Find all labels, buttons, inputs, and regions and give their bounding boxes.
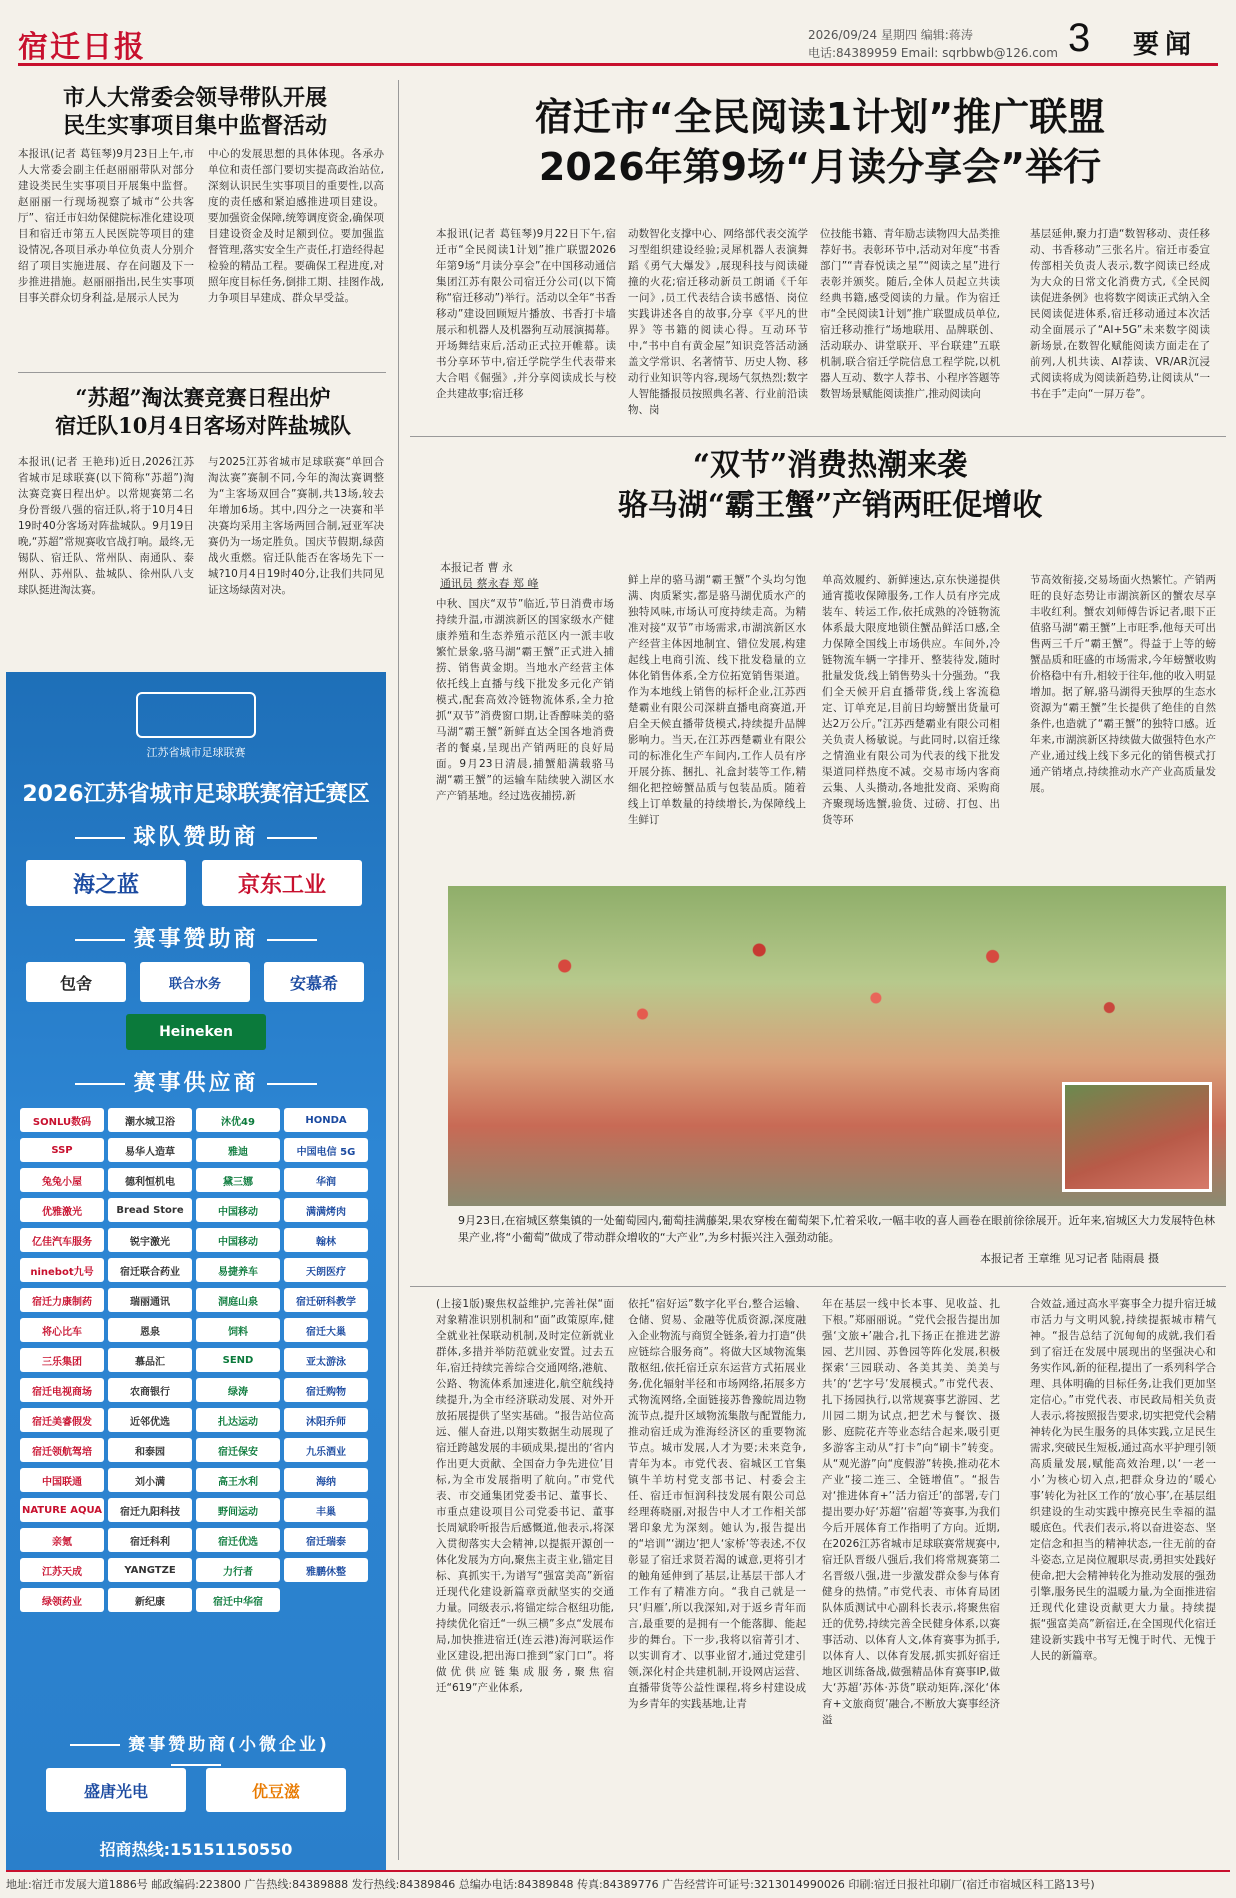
sponsor-logo: 安慕希 — [264, 962, 364, 1002]
supplier-logo: 饲料 — [196, 1318, 280, 1342]
supplier-logo: 海纳 — [284, 1468, 368, 1492]
supplier-logo: 宿迁瑞泰 — [284, 1528, 368, 1552]
sponsor-logo: 包舍 — [26, 962, 126, 1002]
story4-column-4: 节高效衔接,交易场面火热繁忙。产销两旺的良好态势让市湖滨新区的蟹农尽享丰收红利。蟹农刘师傅告诉记者,眼下正值骆马湖“霸王蟹”上市旺季,他每天可出售两三千斤“霸王蟹”。得益于上等的螃蟹品质和旺盛的市场需求,今年螃蟹收购价格稳中有升,相较于往年,他的收入明显增加。据了解,骆马湖得天独厚的生态水资源为“霸王蟹”生长提供了绝佳的自然条件,也造就了“霸王蟹”的独特口感。近年来,市湖滨新区持续做大做强特色水产产业,通过线上线下多元化的销售模式打通产销堵点,持续推动水产产业高质量发展。 — [1030, 574, 1216, 794]
supplier-logo: 天朗医疗 — [284, 1258, 368, 1282]
column-divider — [398, 80, 399, 1860]
supplier-logo: 亚太游泳 — [284, 1348, 368, 1372]
divider — [18, 372, 386, 373]
story3-headline: 宿迁市“全民阅读1计划”推广联盟 2026年第9场“月读分享会”举行 — [534, 95, 1106, 189]
photo-inset — [1062, 1082, 1212, 1192]
supplier-logo: 刘小满 — [108, 1468, 192, 1492]
story5-column-2: 依托“宿好运”数字化平台,整合运输、仓储、贸易、金融等优质资源,深度融入企业物流与商贸全链条,着力打造“供应链综合服务商”。将做大区域物流集散枢纽,依托宿迁京东运营方式拓展业务,优化辐射半径和市场网络,拓展多方式物流网络,全面链接苏鲁豫皖周边物流节点,提升区域物流集散与配置能力,推动宿迁成为淮海经济区的重要物流节点。城市发展,人才为要;未来竞争,青年为本。市党代表、宿城区工官集镇牛羊坊村党支部书记、村委会主任、宿迁市恒润科技发展有限公司总经理蒋晓丽,对报告中人才工作相关部署印象尤为深刻。她认为,报告提出的“培训”‘湖边’把人‘家桥’等表述,不仅彰显了宿迁求贤若渴的诚意,更将引才的触角延伸到了基层,让基层干部人才工作有了精准方向。“我自己就是一只‘归雁’,所以我深知,对于返乡青年而言,最重要的是拥有一个能落脚、能起步的舞台。下一步,我将以宿菁引才、以实训育才、以事业留才,通过党建引领,深化村企共建机制,开设网店运营、直播带货等公益性课程,将乡村建设成为乡青年的实践基地,让青 — [628, 1298, 806, 1710]
sponsor-logo: Heineken — [126, 1014, 266, 1050]
supplier-logo: 瑞丽通讯 — [108, 1288, 192, 1312]
grape-vineyard-photo — [448, 886, 1226, 1206]
story5-column-3: 年在基层一线中长本事、见收益、扎下根。”郑丽丽说。“党代会报告提出加强‘文旅+’融合,扎下扬正在推进艺游园、艺川园、苏鲁园等阵化发展,积极探索‘三园联动、各美其美、美美与共’的‘艺字号’发展模式。”市党代表、扎下扬园执行,以常规赛事艺游园、艺川园二期为试点,把艺术与餐饮、摄影、庭院花卉等业态结合起来,吸引更多游客主动从“打卡”向“刷卡”转变。从“观光游”向“度假游”转换,推动花木产业“接二连三、全链增值”。“报告对‘推进体育+’‘活力宿迁’的部署,专门提出要办好‘苏超’‘宿超’等赛事,为我们今后开展体育工作指明了方向。近期,在2026江苏省城市足球联赛常规赛中,宿迁队晋级八强后,我们将常规赛第二名晋级八强,进一步激发群众参与体育健身的热情。”市党代表、市体育局团队体质测试中心副科长表示,将聚焦宿迁的优势,持续完善全民健身体系,以赛事活动、以体育人文,体育赛事为抓手,以体育人、以体育发展,抓实抓好宿迁地区训练备战,做强精品体育赛事IP,做大‘苏超’苏体·苏货”联动矩阵,深化‘体育+文旅商贸’融合,不断放大赛事经济溢 — [822, 1298, 1000, 1726]
supplier-logo: 宿迁购物 — [284, 1378, 368, 1402]
team-sponsors-heading: 球队赞助商 — [36, 820, 356, 851]
supplier-logo: ninebot九号 — [20, 1258, 104, 1282]
story1-headline: 市人大常委会领导带队开展 民生实事项目集中监督活动 — [62, 85, 327, 139]
supplier-logo: 力行者 — [196, 1558, 280, 1582]
story3-column-4: 基层延伸,聚力打造“数智移动、责任移动、书香移动”三张名片。宿迁市委宣传部相关负责人表示,数字阅读已经成为大众的日常文化消费方式,《全民阅读促进条例》也将数字阅读正式纳入全民阅读促进体系,宿迁移动通过本次活动全面展示了“AI+5G”未来数字阅读新场景,在数智化赋能阅读方面走在了前列,人机共读、AI荐读、VR/AR沉浸式阅读将成为阅读新趋势,让阅读从“一书在手”走向“一屏万卷”。 — [1030, 228, 1210, 400]
supplier-logo: 九乐酒业 — [284, 1438, 368, 1462]
divider — [410, 1286, 1226, 1287]
story4-byline: 本报记者 曹 永 通讯员 蔡永春 郑 峰 — [440, 561, 539, 590]
sponsorship-hotline: 招商热线:15151150550 — [99, 1840, 293, 1859]
football-league-logo — [136, 692, 256, 738]
photo-credit: 本报记者 王章维 见习记者 陆雨晨 摄 — [980, 1252, 1159, 1265]
story2-column-1: 本报讯(记者 王艳玮)近日,2026江苏省城市足球联赛(以下简称“苏超”)淘汰赛竞赛日程出炉。以常规赛第二名身份晋级八强的宿迁队,将于10月4日19时40分客场对阵盐城队。9月19日晚,“苏超”常规赛收官战打响。最终,无锡队、宿迁队、常州队、南通队、泰州队、苏州队、盐城队、徐州队八支球队挺进淘汰赛。 — [18, 456, 194, 596]
supplier-logo: 宿迁优选 — [196, 1528, 280, 1552]
supplier-logo: 宿迁九阳科技 — [108, 1498, 192, 1522]
supplier-logo: SSP — [20, 1138, 104, 1162]
supplier-logo: 扎达运动 — [196, 1408, 280, 1432]
supplier-logo: 丰巢 — [284, 1498, 368, 1522]
story1-column-1: 本报讯(记者 葛钰琴)9月23日上午,市人大常委会副主任赵丽丽带队对部分建设类民生实事项目开展集中监督。赵丽丽一行现场视察了城市“公共客厅”、宿迁市妇幼保健院标准化建设项目和宿迁市第五人民医院等项目的建设情况,各项目承办单位负责人分别介绍了项目实施进展、存在问题及下一步推进措施。赵丽丽指出,民生实事项目事关群众切身利益,是展示人民为 — [18, 148, 194, 304]
league-name: 江苏省城市足球联赛 — [146, 746, 246, 759]
sponsor-ad-panel — [6, 672, 386, 1870]
divider — [410, 436, 1226, 437]
supplier-logo: 中国联通 — [20, 1468, 104, 1492]
supplier-logo: 锐宇激光 — [108, 1228, 192, 1252]
supplier-logo: 宿迁联合药业 — [108, 1258, 192, 1282]
supplier-logo: 将心比车 — [20, 1318, 104, 1342]
small-sponsors-heading: 赛事赞助商(小微企业) — [36, 1730, 356, 1775]
supplier-logo: 宿迁中华宿 — [196, 1588, 280, 1612]
supplier-logo: 高王水利 — [196, 1468, 280, 1492]
supplier-logo: 宿迁研科教学 — [284, 1288, 368, 1312]
story5-column-1: (上接1版)聚焦权益维护,完善社保“面对象精准识别机制和“面”政策原库,健全就业社保联动机制,及时定位新就业群体,多措并举防范就业安置。过去五年,宿迁持续完善综合交通网络,港航、公路、物流体系加速进化,航空航线持续提升,为全市经济联动发展、对外开放拓展提供了坚实基础。“报告站位高远、催人奋进,以翔实数据生动展现了宿迁跨越发展的丰硕成果,提出的‘省内作出更大贡献、全国奋力争先进位’目标,为全市发展指明了航向。”市党代表、市交通集团党委书记、董事长、市重点建设项目公司党委书记、董事长周斌聆听报告后感慨道,他表示,将深入贯彻落实大会精神,以提振开源创一体化发展为方向,聚焦主责主业,锚定目标、真抓实干,为谱写“强富美高”新宿迁现代化建设新篇章贡献坚实的交通力量。同级表示,将锚定综合枢纽功能,持续优化宿迁“一纵三横”多点“发展布局,加快推进宿迁(连云港)海河联运作业区建设,把出海口推到“家门口”。将做优供应链集成服务,聚焦宿迁“619”产业体系, — [436, 1298, 614, 1694]
supplier-logo: 宿迁科利 — [108, 1528, 192, 1552]
supplier-logo: SONLU数码 — [20, 1108, 104, 1132]
supplier-logo: 沐阳乔师 — [284, 1408, 368, 1432]
sponsor-logo: 京东工业 — [202, 860, 362, 906]
supplier-logo: 满满烤肉 — [284, 1198, 368, 1222]
ad-title: 2026江苏省城市足球联赛宿迁赛区 — [22, 782, 370, 807]
supplier-logo: 近邻优选 — [108, 1408, 192, 1432]
supplier-logo: 雅迪 — [196, 1138, 280, 1162]
section-name: 要闻 — [1133, 30, 1198, 60]
supplier-logo: 易华人造草 — [108, 1138, 192, 1162]
supplier-logo: 华润 — [284, 1168, 368, 1192]
date-editor-line: 2026/09/24 星期四 编辑:蒋涛 — [808, 28, 973, 42]
sponsor-logo: 联合水务 — [140, 962, 250, 1002]
supplier-logo: YANGTZE — [108, 1558, 192, 1582]
story4-column-1: 中秋、国庆“双节”临近,节日消费市场持续升温,市湖滨新区的国家级水产健康养殖和生态养殖示范区内一派丰收繁忙景象,骆马湖“霸王蟹”正式进入捕捞、销售黄金期。当地水产经营主体依托线上直播与线下批发多元化产销模式,配套高效冷链物流体系,全力抢抓“双节”消费窗口期,让香醇味美的骆马湖“霸王蟹”新鲜直达全国各地消费者的餐桌,呈现出产销两旺的良好局面。9月23日清晨,捕蟹船满载骆马湖“霸王蟹”的运输车陆续驶入湖区水产产销基地。经过选夜捕捞,新 — [436, 598, 614, 802]
story2-headline: “苏超”淘汰赛竞赛日程出炉 宿迁队10月4日客场对阵盐城队 — [55, 385, 351, 438]
page-number: 3 — [1068, 16, 1091, 60]
masthead — [18, 18, 1218, 66]
supplier-logo: 宿迁美睿假发 — [20, 1408, 104, 1432]
story4-headline: “双节”消费热潮来袭 骆马湖“霸王蟹”产销两旺促增收 — [617, 448, 1043, 523]
story4-column-3: 单高效履约、新鲜速达,京东快递提供通宵揽收保障服务,工作人员有序完成装车、转运工作,依托成熟的冷链物流体系最大限度地锁住蟹品鲜活口感,全力保障全国线上市场供应。车间外,冷链物流车辆一字排开、整装待发,随时批量发货,线上销售势头十分强劲。“我们全天候开启直播带货,线上客流稳定、订单充足,目前日均螃蟹出货量可达2万公斤。”江苏西楚霸业有限公司相关负责人杨敏说。与此同时,以宿迁缘之情渔业有限公司为代表的线下批发渠道同样热度不减。交易市场内客商云集、人头攒动,各地批发商、采购商齐聚现场选蟹,验货、过磅、打包、出货等环 — [822, 574, 1000, 826]
photo-caption: 9月23日,在宿城区蔡集镇的一处葡萄园内,葡萄挂满藤架,果农穿梭在葡萄架下,忙着采收,一幅丰收的喜人画卷在眼前徐徐展开。近年来,宿城区大力发展特色林果产业,将“小葡萄”做成了带动群众增收的“大产业”,为乡村振兴注入强劲动能。 — [458, 1214, 1215, 1244]
supplier-logo: 慕品汇 — [108, 1348, 192, 1372]
supplier-logo: 优雅激光 — [20, 1198, 104, 1222]
supplier-logo: 三乐集团 — [20, 1348, 104, 1372]
supplier-logo: SEND — [196, 1348, 280, 1372]
story3-column-2: 动数智化支撑中心、网络部代表交流学习型组织建设经验;灵犀机器人表演舞蹈《勇气大爆发》,展现科技与阅读碰撞的火花;宿迁移动新员工朗诵《千年一问》,员工代表结合读书感悟、岗位实践讲述各自的故事,分享《平凡的世界》等书籍的阅读心得。互动环节中,“书中自有黄金屋”知识竞答活动涵盖文学常识、名著情节、历史人物、移动行业知识等内容,现场气氛热烈;数字人智能播报员按照典名著、行业前沿读物、岗 — [628, 228, 808, 416]
supplier-logo: NATURE AQUA — [20, 1498, 104, 1522]
story3-column-1: 本报讯(记者 葛钰琴)9月22日下午,宿迁市“全民阅读1计划”推广联盟2026年第9场“月读分享会”在中国移动通信集团江苏有限公司宿迁分公司(以下简称“宿迁移动”)举行。活动以全年“书香移动”建设回顾短片播放、书香打卡墙展示和机器人及机器狗互动展演揭幕。开场舞结束后,活动正式拉开帷幕。读书分享环节中,宿迁学院学生代表带来大合唱《倔强》,并分享阅读成长与校企共建故事;宿迁移 — [436, 228, 616, 400]
suppliers-heading: 赛事供应商 — [36, 1066, 356, 1097]
supplier-logo: 恩泉 — [108, 1318, 192, 1342]
supplier-logo: 德利恒机电 — [108, 1168, 192, 1192]
event-sponsors-heading: 赛事赞助商 — [36, 922, 356, 953]
supplier-logo: 绿领药业 — [20, 1588, 104, 1612]
story1-column-2: 中心的发展思想的具体体现。各承办单位和责任部门要切实提高政治站位,深刻认识民生实事项目的重要性,以高度的责任感和紧迫感推进项目建设。要加强资金保障,统筹调度资金,确保项目建设资金及时足额到位。要加强监督管理,落实安全生产责任,打造经得起检验的精品工程。要确保工程进度,对照年度目标任务,倒排工期、挂图作战,力争项目早建成、群众早受益。 — [208, 148, 384, 304]
sponsor-logo: 优豆滋 — [206, 1768, 346, 1812]
supplier-logo: 宿迁保安 — [196, 1438, 280, 1462]
footer-info: 地址:宿迁市发展大道1886号 邮政编码:223800 广告热线:84389888 发行热线:84389846 总编办电话:84389848 传真:84389776 广告经营许可证号:3213014990026 印刷:宿迁日报社印刷厂(宿迁市宿城区科工路13号) — [6, 1870, 1230, 1892]
supplier-logo: 和泰园 — [108, 1438, 192, 1462]
supplier-logo: HONDA — [284, 1108, 368, 1132]
supplier-logo: 农商银行 — [108, 1378, 192, 1402]
supplier-logo: 潮水城卫浴 — [108, 1108, 192, 1132]
supplier-logo: 洞庭山泉 — [196, 1288, 280, 1312]
story3-column-3: 位技能书籍、青年励志读物四大品类推荐好书。表彰环节中,活动对年度“书香部门”“青春悦读之星”“阅读之星”进行表彰并颁奖。随后,全体人员起立共读经典书籍,感受阅读的力量。作为宿迁市“全民阅读1计划”推广联盟成员单位,宿迁移动推行“场地联用、品牌联创、活动联办、讲堂联开、平台联建”五联机制,联合宿迁学院信息工程学院,以机器人互动、数字人荐书、小程序答题等数智场景赋能阅读推广,推动阅读向 — [820, 228, 1000, 400]
supplier-logo: 江苏天成 — [20, 1558, 104, 1582]
newspaper-logo: 宿迁日报 — [18, 30, 146, 65]
story5-column-4: 合效益,通过高水平赛事全力提升宿迁城市活力与文明风貌,持续提振城市精气神。“报告总结了沉甸甸的成就,我们看到了宿迁在发展中展现出的坚强决心和务实作风,新的征程,提出了一系列科学合理、具体明确的目标任务,让我们更加坚定信心。”市党代表、市民政局相关负责人表示,将按照报告要求,切实把党代会精神转化为民生服务的具体实践,立足民生需求,突破民生短板,通过高水平护理引领高质量发展,赋能高效治理,以‘一老一小’为核心切入点,把群众身边的‘暖心事’转化为社区工作的‘放心事’,在基层组织建设的生动实践中擦亮民生幸福的温暖底色。代表们表示,将以奋进姿态、坚定信念和担当的精神状态,一往无前的奋斗姿态,立足岗位履职尽责,勇担实处践好使命,把大会精神转化为推动发展的强劲引擎,服务民生的温暖力量,为全面推进宿迁现代化建设贡献更大力量。持续提振“强富美高”新宿迁,在全国现代化宿迁建设新实践中书写无愧于时代、无愧于人民的新篇章。 — [1030, 1298, 1216, 1662]
supplier-logo: 宿迁大巢 — [284, 1318, 368, 1342]
sponsor-logo: 盛唐光电 — [46, 1768, 186, 1812]
supplier-logo: 中国移动 — [196, 1198, 280, 1222]
story2-column-2: 与2025江苏省城市足球联赛“单回合淘汰赛”赛制不同,今年的淘汰赛调整为“主客场双回合”赛制,共13场,较去年增加6场。其中,四分之一决赛和半决赛均采用主客场两回合制,冠亚军决赛仍为一场定胜负。国庆节假期,绿茵战火重燃。宿迁队能否在客场先下一城?10月4日19时40分,让我们共同见证这场绿茵对决。 — [208, 456, 384, 596]
story4-column-2: 鲜上岸的骆马湖“霸王蟹”个头均匀饱满、肉质紧实,都是骆马湖优质水产的独特风味,市场认可度持续走高。为精准对接“双节”市场需求,市湖滨新区水产经营主体因地制宜、错位发展,构建起线上电商引流、线下批发稳量的立体化销售体系,全方位拓宽销售渠道。作为本地线上销售的标杆企业,江苏西楚霸业有限公司深耕直播电商赛道,开启全天候直播带货模式,持续提升品牌影响力。当天,在江苏西楚霸业有限公司的标准化生产车间内,工作人员有序开展分拣、捆扎、礼盒封装等工作,精细化把控螃蟹品质与包装品质。随着线上订单数量的持续增长,为保障线上生鲜订 — [628, 574, 806, 826]
supplier-logo: 宿迁电视商场 — [20, 1378, 104, 1402]
supplier-logo: 宿迁领航驾培 — [20, 1438, 104, 1462]
supplier-logo: 沐优49 — [196, 1108, 280, 1132]
supplier-logo: 兔兔小屋 — [20, 1168, 104, 1192]
supplier-logo: 中国电信 5G — [284, 1138, 368, 1162]
supplier-logo: 亲氪 — [20, 1528, 104, 1552]
supplier-logo: 中国移动 — [196, 1228, 280, 1252]
supplier-logo: 绿涛 — [196, 1378, 280, 1402]
sponsor-logo: 海之蓝 — [26, 860, 186, 906]
supplier-logo: Bread Store — [108, 1198, 192, 1222]
supplier-logo: 野间运动 — [196, 1498, 280, 1522]
supplier-logo: 雅鹏休整 — [284, 1558, 368, 1582]
contact-line: 电话:84389959 Email: sqrbbwb@126.com — [808, 46, 1058, 60]
supplier-logo: 新纪康 — [108, 1588, 192, 1612]
supplier-logo: 黛三娜 — [196, 1168, 280, 1192]
supplier-logo: 易捷养车 — [196, 1258, 280, 1282]
supplier-logo: 翰林 — [284, 1228, 368, 1252]
supplier-logo: 宿迁力康制药 — [20, 1288, 104, 1312]
supplier-logo: 亿佳汽车服务 — [20, 1228, 104, 1252]
